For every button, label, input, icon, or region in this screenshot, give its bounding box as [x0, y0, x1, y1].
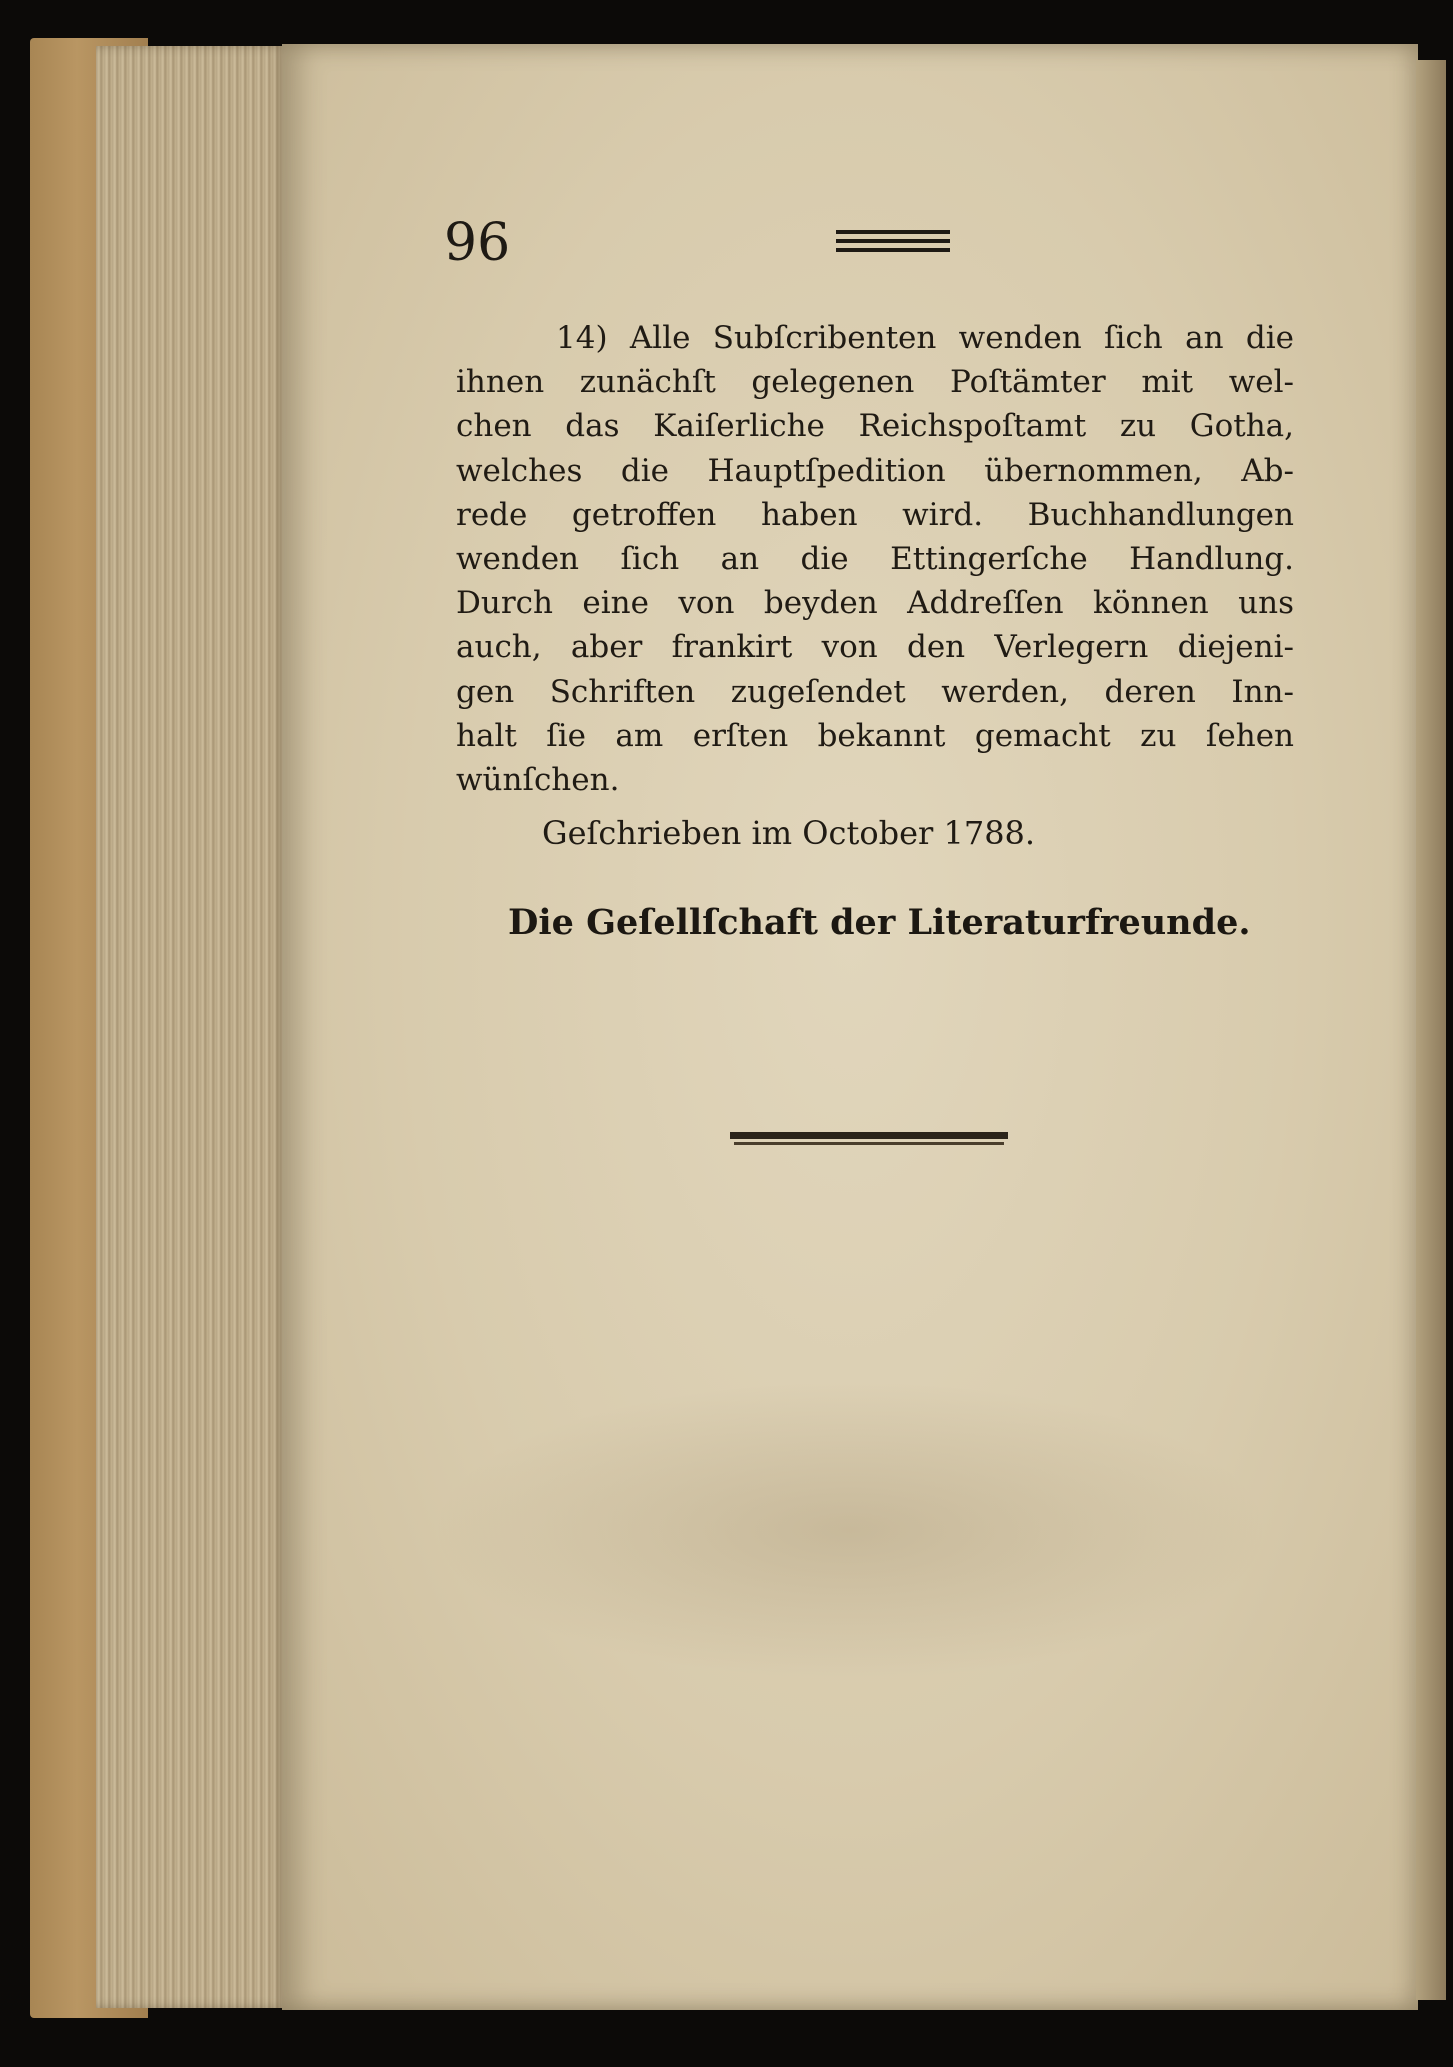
signature: Die Geſellſchaft der Literaturfreunde. — [508, 902, 1251, 943]
page-number: 96 — [444, 213, 511, 273]
text-line: gen Schriften zugeſendet werden, deren Inn- — [456, 673, 1294, 710]
text-line: auch, aber frankirt von den Verlegern diejeni- — [456, 629, 1294, 666]
running-head — [444, 208, 1304, 278]
header-rule — [836, 230, 950, 234]
paragraph-14 — [456, 316, 1294, 802]
header-rule — [836, 239, 950, 243]
closing-rule — [730, 1132, 1008, 1139]
text-line: ihnen zunächſt gelegenen Poſtämter mit wel- — [456, 364, 1294, 401]
text-line: Durch eine von beyden Addreſſen können uns — [456, 585, 1294, 622]
text-line: wenden ſich an die Ettingerſche Handlung. — [456, 541, 1294, 578]
dateline: Geſchrieben im October 1788. — [542, 814, 1036, 852]
text-line: chen das Kaiſerliche Reichspoſtamt zu Gotha, — [456, 408, 1294, 445]
text-line: halt ſie am erſten bekannt gemacht zu ſehen — [456, 717, 1294, 754]
show-through-shadow — [430, 1380, 1270, 1680]
text-line: wünſchen. — [456, 762, 620, 799]
text-line: 14) Alle Subſcribenten wenden ſich an die — [556, 320, 1294, 356]
text-line: welches die Hauptſpedition übernommen, Ab- — [456, 452, 1294, 489]
header-rule — [836, 248, 950, 252]
facing-page-edge — [1416, 60, 1446, 2000]
page-block-edge — [96, 46, 286, 2008]
text-line: rede getroffen haben wird. Buchhandlungen — [456, 496, 1294, 533]
